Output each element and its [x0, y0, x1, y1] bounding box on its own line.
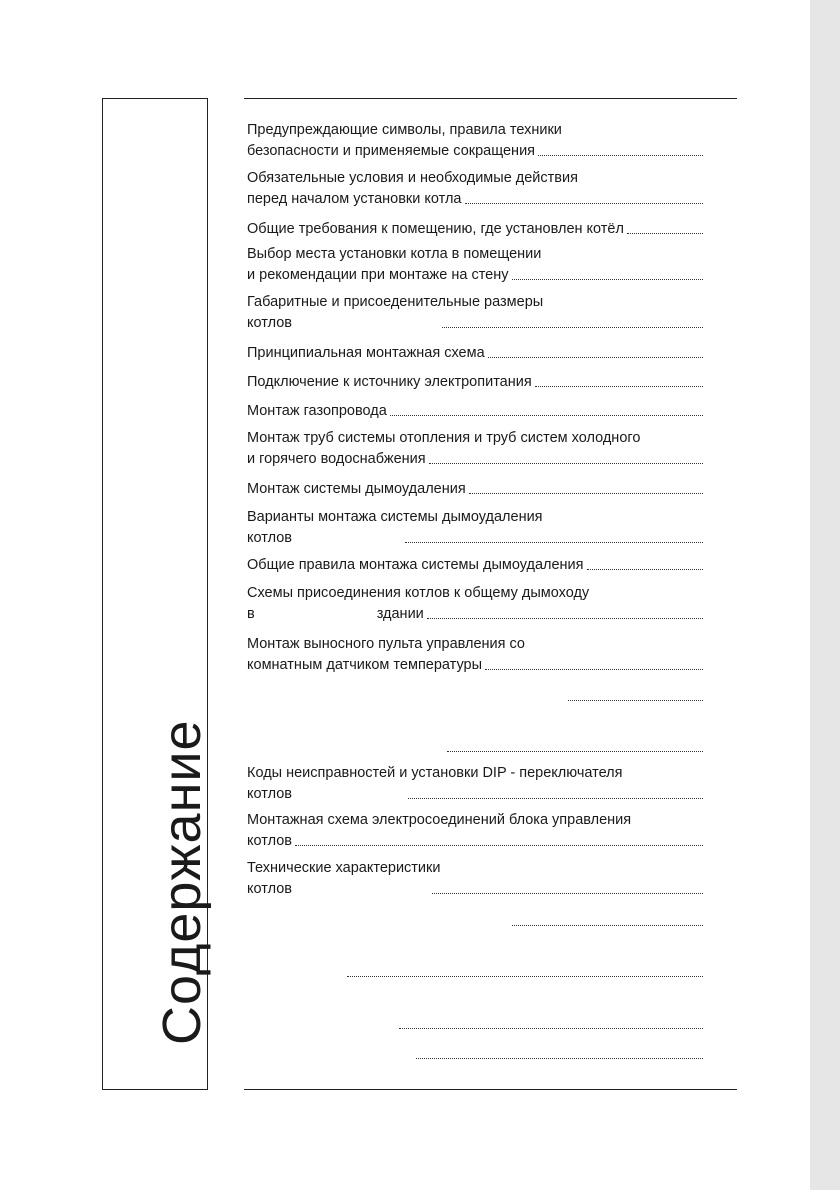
- bottom-rule: [244, 1089, 737, 1090]
- dot-leader: [465, 203, 704, 204]
- toc-entry[interactable]: [247, 763, 703, 805]
- page-edge-strip: [810, 0, 840, 1190]
- toc-entry-line: Варианты монтажа системы дымоудаления: [247, 509, 543, 525]
- toc-entry[interactable]: [247, 555, 703, 576]
- toc-entry-last-line: [247, 528, 703, 549]
- toc-entry-text: Общие правила монтажа системы дымоудаления: [247, 557, 584, 573]
- dot-leader: [535, 386, 703, 387]
- dot-leader: [432, 893, 703, 894]
- toc-entry-last-line: [247, 313, 703, 334]
- dot-leader: [427, 618, 703, 619]
- toc-entry-text: Общие требования к помещению, где установлен котёл: [247, 221, 624, 237]
- toc-entry-text: перед началом установки котла: [247, 191, 462, 207]
- toc-entry-last-line: [247, 265, 703, 286]
- toc-entry[interactable]: [247, 962, 703, 983]
- toc-entry[interactable]: [247, 686, 703, 707]
- toc-entry-last-line: [247, 343, 703, 364]
- toc-entry-line: Монтажная схема электросоединений блока управления: [247, 812, 632, 828]
- toc-entry-text: котлов: [247, 530, 292, 546]
- toc-entry-line: Выбор места установки котла в помещении: [247, 246, 542, 262]
- dot-leader: [485, 669, 703, 670]
- toc-entry-text: котлов: [247, 833, 292, 849]
- toc-entry-line: Обязательные условия и необходимые действия: [247, 170, 578, 186]
- toc-entry-text: Монтаж системы дымоудаления: [247, 481, 466, 497]
- toc-entry-last-line: [247, 141, 703, 162]
- toc-entry-text: котлов: [247, 881, 292, 897]
- toc-entry[interactable]: [247, 120, 703, 162]
- toc-entry-line: Коды неисправностей и установки DIP - переключателя: [247, 765, 623, 781]
- toc-entry-line: Монтаж труб системы отопления и труб систем холодного: [247, 430, 641, 446]
- toc-entry-last-line: [247, 962, 703, 983]
- toc-entry[interactable]: [247, 292, 703, 334]
- dot-leader: [447, 751, 703, 752]
- toc-entry-last-line: [247, 784, 703, 805]
- toc-entry-last-line: [247, 372, 703, 393]
- toc-entry-text: Принципиальная монтажная схема: [247, 345, 485, 361]
- toc-entry-last-line: [247, 189, 703, 210]
- toc-entry[interactable]: [247, 634, 703, 676]
- dot-leader: [416, 1058, 703, 1059]
- toc-entry[interactable]: [247, 1014, 703, 1035]
- toc-entry-last-line: [247, 604, 703, 625]
- toc-entry-text: здании: [376, 606, 424, 622]
- toc-entry[interactable]: [247, 168, 703, 210]
- toc-entry-last-line: [247, 737, 703, 758]
- toc-entry[interactable]: [247, 810, 703, 852]
- toc-entry-last-line: [247, 879, 703, 900]
- dot-leader: [405, 542, 703, 543]
- toc-entry-text: и горячего водоснабжения: [247, 451, 426, 467]
- dot-leader: [347, 976, 703, 977]
- toc-entry-text: котлов: [247, 315, 292, 331]
- dot-leader: [399, 1028, 703, 1029]
- toc-entry-line: Монтаж выносного пульта управления со: [247, 636, 525, 652]
- dot-leader: [568, 700, 703, 701]
- toc-entry-last-line: [247, 655, 703, 676]
- toc-entry[interactable]: [247, 401, 703, 422]
- toc-entry[interactable]: [247, 507, 703, 549]
- toc-entry-last-line: [247, 449, 703, 470]
- dot-leader: [587, 569, 703, 570]
- toc-entry-last-line: [247, 479, 703, 500]
- toc-entry[interactable]: [247, 1044, 703, 1065]
- toc-entry-last-line: [247, 401, 703, 422]
- dot-leader: [390, 415, 703, 416]
- toc-entry[interactable]: [247, 911, 703, 932]
- dot-leader: [408, 798, 703, 799]
- toc-entry[interactable]: [247, 428, 703, 470]
- dot-leader: [627, 233, 703, 234]
- toc-entry[interactable]: [247, 479, 703, 500]
- toc-entry[interactable]: [247, 737, 703, 758]
- toc-entry-text: и рекомендации при монтаже на стену: [247, 267, 509, 283]
- toc-entry[interactable]: [247, 372, 703, 393]
- toc-entry-line: Схемы присоединения котлов к общему дымоходу: [247, 585, 590, 601]
- toc-entry-text: Подключение к источнику электропитания: [247, 374, 532, 390]
- toc-entry-line: Габаритные и присоеденительные размеры: [247, 294, 544, 310]
- toc-entry-text: котлов: [247, 786, 292, 802]
- toc-entry-last-line: [247, 1014, 703, 1035]
- dot-leader: [442, 327, 703, 328]
- toc-entry[interactable]: [247, 219, 703, 240]
- toc-entry-last-line: [247, 911, 703, 932]
- toc-entry[interactable]: [247, 244, 703, 286]
- toc-entry-line: Предупреждающие символы, правила техники: [247, 122, 562, 138]
- top-rule: [244, 98, 737, 99]
- dot-leader: [512, 279, 704, 280]
- toc-entry[interactable]: [247, 343, 703, 364]
- toc-entry-line: Технические характеристики: [247, 860, 441, 876]
- toc-entry-last-line: [247, 555, 703, 576]
- dot-leader: [488, 357, 703, 358]
- toc-entry-last-line: [247, 1044, 703, 1065]
- dot-leader: [295, 845, 703, 846]
- toc-entry[interactable]: [247, 583, 703, 625]
- toc-entry-last-line: [247, 219, 703, 240]
- toc-entry[interactable]: [247, 858, 703, 900]
- toc-entry-text: Монтаж газопровода: [247, 403, 387, 419]
- toc-entry-text: комнатным датчиком температуры: [247, 657, 483, 673]
- page-title: Содержание: [152, 719, 212, 1045]
- dot-leader: [512, 925, 703, 926]
- dot-leader: [469, 493, 703, 494]
- dot-leader: [429, 463, 703, 464]
- toc-entry-last-line: [247, 831, 703, 852]
- toc-entry-text: в: [247, 606, 255, 622]
- toc-entry-last-line: [247, 686, 703, 707]
- dot-leader: [538, 155, 703, 156]
- toc-entry-text: безопасности и применяемые сокращения: [247, 143, 536, 159]
